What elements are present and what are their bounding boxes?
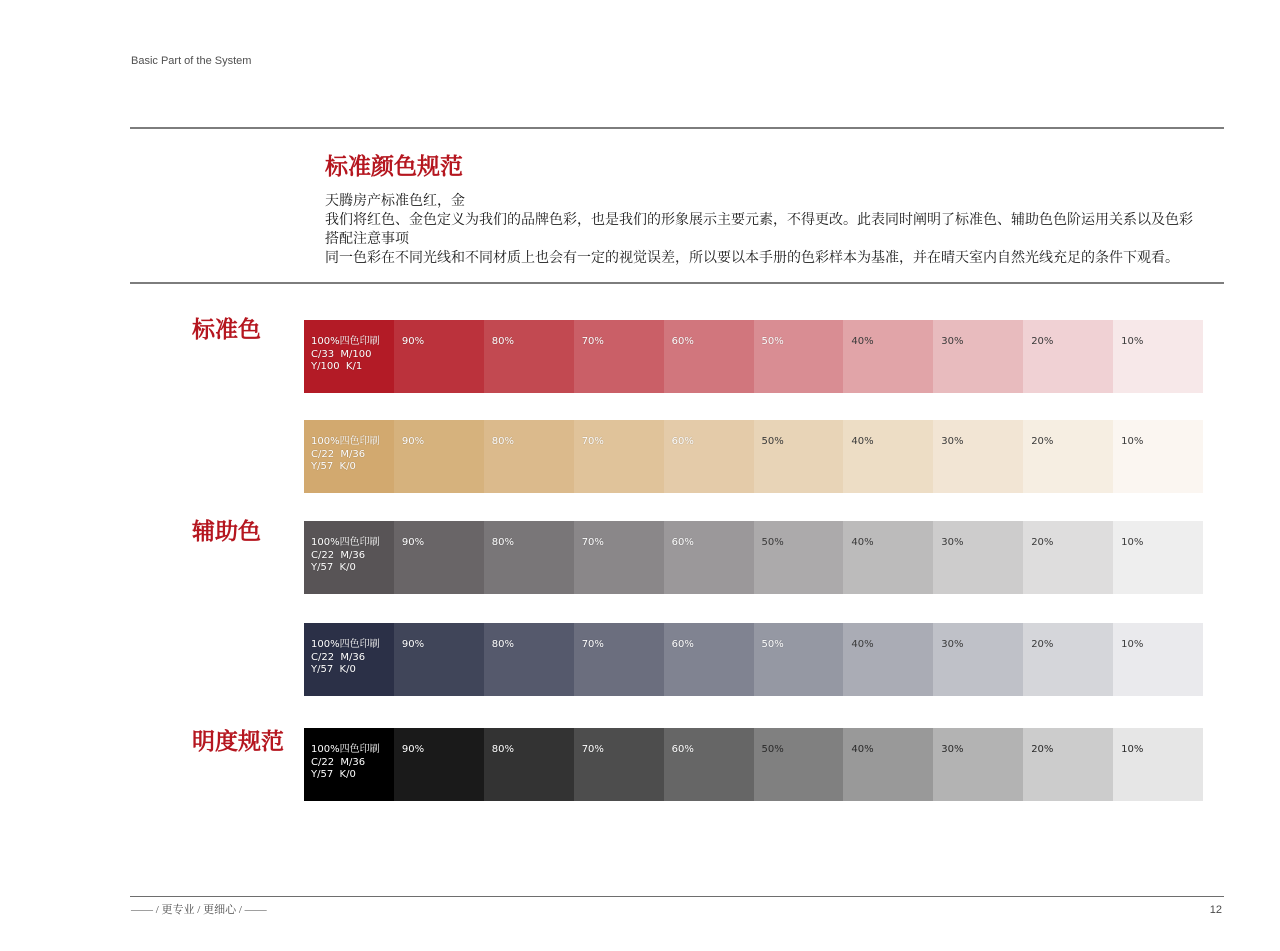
swatch-tint-cell [1023, 623, 1113, 696]
section-label-lightness: 明度规范 [192, 729, 284, 755]
swatch-tint-cell [664, 728, 754, 801]
color-spec-line: Y/57 K/0 [311, 664, 356, 675]
tint-percentage-label: 20% [1031, 436, 1054, 447]
tint-percentage-label: 70% [581, 744, 604, 755]
intro-paragraph [325, 192, 1193, 268]
swatch-tint-cell [574, 623, 664, 696]
swatch-tint-cell [843, 728, 933, 801]
swatch-tint-cell [1023, 320, 1113, 393]
intro-line: 我们将红色、金色定义为我们的品牌色彩，也是我们的形象展示主要元素，不得更改。此表同时阐明了标准色、辅助色色阶运用关系以及色彩 [325, 212, 1193, 228]
tint-percentage-label: 20% [1031, 537, 1054, 548]
swatch-tint-cell [1113, 623, 1203, 696]
tint-percentage-label: 90% [401, 436, 425, 447]
tint-percentage-label: 50% [761, 639, 784, 650]
tint-percentage-label: 80% [491, 744, 515, 755]
swatch-tint-cell [394, 728, 484, 801]
footer-divider [130, 896, 1224, 897]
tint-percentage-label: 20% [1031, 639, 1054, 650]
color-spec-line: C/33 M/100 [311, 348, 372, 360]
tint-percentage-label: 70% [581, 336, 604, 347]
color-spec-line: Y/100 K/1 [311, 361, 363, 372]
swatch-tint-cell [933, 521, 1023, 594]
swatch-tint-cell [484, 420, 574, 493]
swatch-tint-cell [754, 728, 844, 801]
swatch-tint-cell [1023, 521, 1113, 594]
swatch-tint-cell [933, 420, 1023, 493]
swatch-tint-cell [843, 623, 933, 696]
color-spec-line: 100%四色印刷 [311, 336, 380, 347]
swatch-tint-cell [843, 320, 933, 393]
swatch-base-cell [304, 728, 394, 801]
tint-percentage-label: 40% [851, 744, 874, 755]
tint-percentage-label: 30% [941, 744, 964, 755]
tint-percentage-label: 70% [581, 639, 604, 650]
tint-percentage-label: 30% [941, 436, 964, 447]
page-title: 标准颜色规范 [325, 154, 463, 180]
tint-percentage-label: 30% [941, 537, 964, 548]
tint-percentage-label: 90% [401, 744, 425, 755]
swatch-base-cell [304, 521, 394, 594]
swatch-tint-cell [1023, 420, 1113, 493]
color-spec-line: C/22 M/36 [311, 549, 366, 561]
swatch-tint-cell [1113, 420, 1203, 493]
color-spec-line: 100%四色印刷 [311, 744, 380, 755]
swatch-tint-cell [574, 521, 664, 594]
tint-percentage-label: 60% [671, 436, 694, 447]
intro-line: 同一色彩在不同光线和不同材质上也会有一定的视觉误差，所以要以本手册的色彩样本为基准，并在晴天室内自然光线充足的条件下观看。 [325, 250, 1179, 266]
color-spec-line: C/22 M/36 [311, 651, 366, 663]
top-divider [130, 127, 1224, 129]
color-spec-line: 100%四色印刷 [311, 436, 380, 447]
swatch-row-auxiliary-gray [304, 521, 1203, 594]
tint-percentage-label: 50% [761, 744, 784, 755]
swatch-tint-cell [1113, 728, 1203, 801]
tint-percentage-label: 80% [491, 436, 515, 447]
tint-percentage-label: 10% [1121, 537, 1144, 548]
tint-percentage-label: 20% [1031, 744, 1054, 755]
swatch-row-standard-red [304, 320, 1203, 393]
swatch-tint-cell [754, 320, 844, 393]
tint-percentage-label: 80% [491, 639, 515, 650]
swatch-base-cell [304, 623, 394, 696]
tint-percentage-label: 60% [671, 336, 694, 347]
tint-percentage-label: 50% [761, 336, 784, 347]
tint-percentage-label: 80% [491, 537, 515, 548]
color-spec-line: C/22 M/36 [311, 448, 366, 460]
swatch-row-standard-gold [304, 420, 1203, 493]
swatch-tint-cell [664, 521, 754, 594]
swatch-row-auxiliary-navy [304, 623, 1203, 696]
swatch-row-lightness-black [304, 728, 1203, 801]
tint-percentage-label: 40% [851, 436, 874, 447]
tint-percentage-label: 90% [401, 639, 425, 650]
intro-line: 天腾房产标准色红，金 [325, 193, 465, 209]
page-number: 12 [1209, 904, 1222, 916]
swatch-tint-cell [1113, 521, 1203, 594]
swatch-tint-cell [1023, 728, 1113, 801]
swatch-tint-cell [574, 320, 664, 393]
swatch-tint-cell [394, 320, 484, 393]
tint-percentage-label: 30% [941, 336, 964, 347]
swatch-tint-cell [843, 420, 933, 493]
swatch-tint-cell [933, 320, 1023, 393]
section-label-standard-color: 标准色 [192, 317, 261, 343]
middle-divider [130, 282, 1224, 284]
section-label-auxiliary-color: 辅助色 [192, 519, 261, 545]
tint-percentage-label: 70% [581, 537, 604, 548]
tint-percentage-label: 10% [1121, 436, 1144, 447]
tint-percentage-label: 30% [941, 639, 964, 650]
swatch-tint-cell [484, 728, 574, 801]
swatch-tint-cell [574, 420, 664, 493]
tint-percentage-label: 50% [761, 436, 784, 447]
footer-slogan: —— / 更专业 / 更细心 / —— [131, 904, 267, 916]
tint-percentage-label: 40% [851, 336, 874, 347]
tint-percentage-label: 10% [1121, 744, 1144, 755]
swatch-tint-cell [754, 420, 844, 493]
swatch-tint-cell [484, 521, 574, 594]
swatch-tint-cell [754, 521, 844, 594]
tint-percentage-label: 70% [581, 436, 604, 447]
swatch-tint-cell [484, 623, 574, 696]
swatch-tint-cell [664, 420, 754, 493]
swatch-tint-cell [843, 521, 933, 594]
tint-percentage-label: 80% [491, 336, 515, 347]
tint-percentage-label: 60% [671, 639, 694, 650]
tint-percentage-label: 60% [671, 537, 694, 548]
tint-percentage-label: 10% [1121, 336, 1144, 347]
swatch-tint-cell [754, 623, 844, 696]
swatch-base-cell [304, 320, 394, 393]
tint-percentage-label: 10% [1121, 639, 1144, 650]
tint-percentage-label: 50% [761, 537, 784, 548]
swatch-tint-cell [664, 320, 754, 393]
swatch-tint-cell [933, 728, 1023, 801]
tint-percentage-label: 40% [851, 639, 874, 650]
color-spec-line: Y/57 K/0 [311, 769, 356, 780]
tint-percentage-label: 90% [401, 537, 425, 548]
color-spec-line: C/22 M/36 [311, 756, 366, 768]
color-spec-line: Y/57 K/0 [311, 461, 356, 472]
header-subtitle: Basic Part of the System [131, 55, 252, 67]
swatch-base-cell [304, 420, 394, 493]
color-spec-line: 100%四色印刷 [311, 537, 380, 548]
swatch-tint-cell [394, 420, 484, 493]
intro-line: 搭配注意事项 [325, 231, 409, 247]
swatch-tint-cell [574, 728, 664, 801]
swatch-tint-cell [664, 623, 754, 696]
tint-percentage-label: 90% [401, 336, 425, 347]
swatch-tint-cell [933, 623, 1023, 696]
swatch-tint-cell [1113, 320, 1203, 393]
color-spec-line: Y/57 K/0 [311, 562, 356, 573]
swatch-tint-cell [394, 521, 484, 594]
tint-percentage-label: 40% [851, 537, 874, 548]
swatch-tint-cell [394, 623, 484, 696]
color-spec-line: 100%四色印刷 [311, 639, 380, 650]
tint-percentage-label: 60% [671, 744, 694, 755]
swatch-tint-cell [484, 320, 574, 393]
tint-percentage-label: 20% [1031, 336, 1054, 347]
